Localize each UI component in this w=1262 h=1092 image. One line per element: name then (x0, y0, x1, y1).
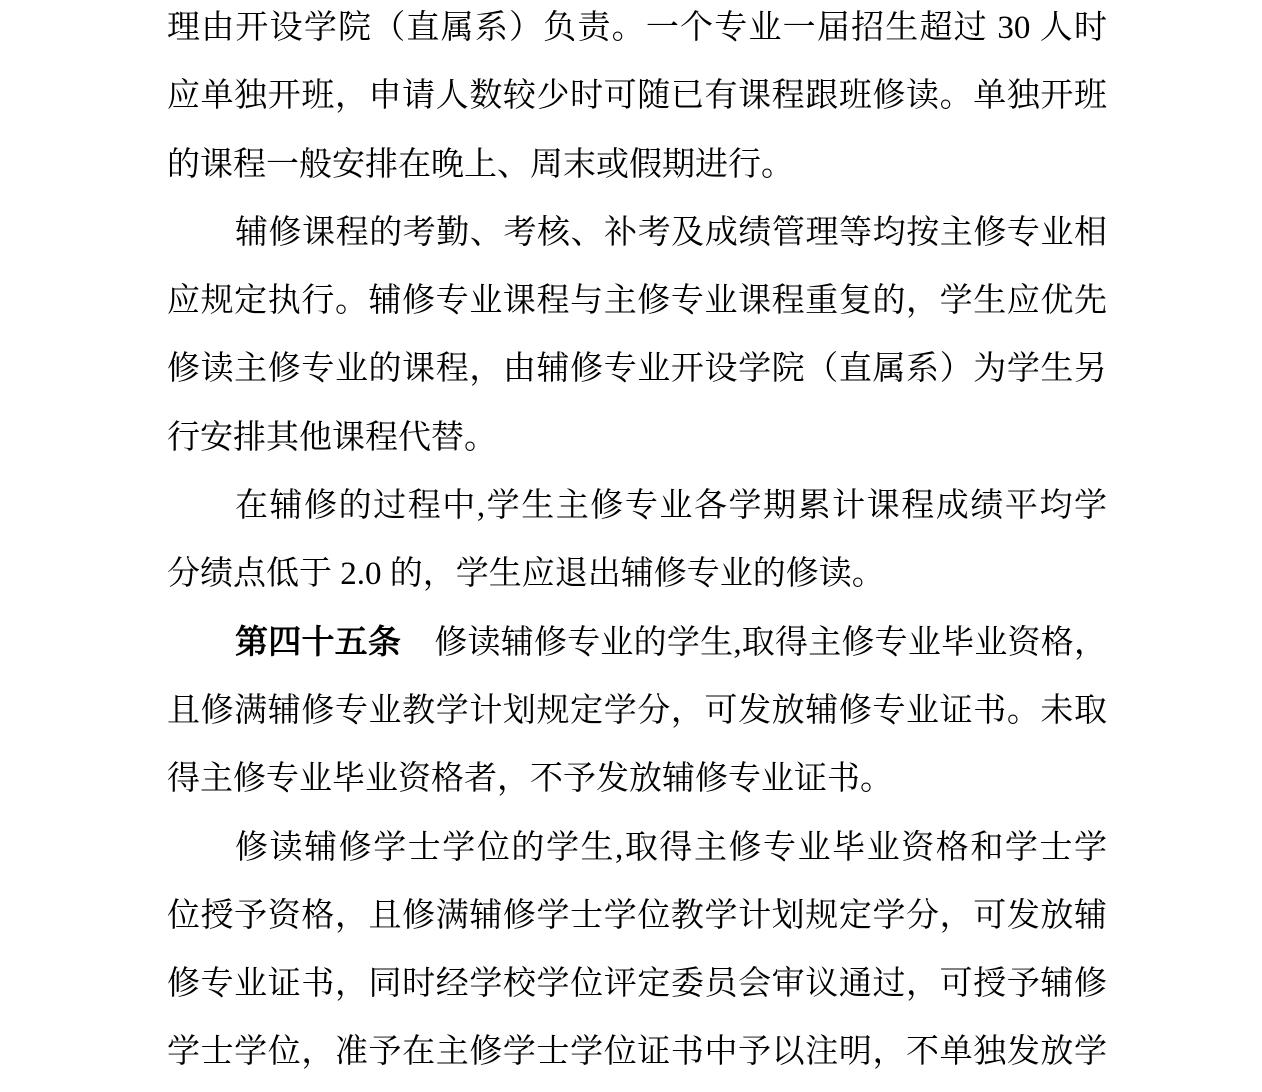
text-line: 在辅修的过程中,学生主修专业各学期累计课程成绩平均学 (235, 488, 1107, 525)
paragraph-minor-degree (167, 814, 1107, 1087)
text-line: 修读主修专业的课程，由辅修专业开设学院（直属系）为学生另 (167, 351, 1107, 388)
text-line: 的课程一般安排在晚上、周末或假期进行。 (167, 146, 794, 183)
text-line: 修专业证书，同时经学校学位评定委员会审议通过，可授予辅修 (167, 966, 1107, 1003)
text-line: 学士学位，准予在主修学士学位证书中予以注明，不单独发放学 (167, 1034, 1107, 1071)
article-number: 第四十五条 (235, 624, 402, 661)
text-line (167, 609, 1107, 677)
text-line: 应规定执行。辅修专业课程与主修专业课程重复的，学生应优先 (167, 283, 1107, 320)
paragraph-minor-course-rules (167, 199, 1107, 472)
text-line: 应单独开班，申请人数较少时可随已有课程跟班修读。单独开班 (167, 78, 1107, 115)
paragraph-article-45 (167, 609, 1107, 814)
text-line: 辅修课程的考勤、考核、补考及成绩管理等均按主修专业相 (235, 214, 1107, 251)
text-line: 位授予资格，且修满辅修学士学位教学计划规定学分，可发放辅 (167, 897, 1107, 934)
text-line: 修读辅修学士学位的学生,取得主修专业毕业资格和学士学 (235, 829, 1107, 866)
text-line: 理由开设学院（直属系）负责。一个专业一届招生超过 30 人时 (167, 10, 1107, 46)
text-line: 且修满辅修专业教学计划规定学分，可发放辅修专业证书。未取 (167, 692, 1107, 729)
paragraph-continuation (167, 0, 1107, 199)
text-line: 分绩点低于 2.0 的，学生应退出辅修专业的修读。 (167, 556, 885, 593)
text-line: 得主修专业毕业资格者，不予发放辅修专业证书。 (167, 761, 893, 798)
document-text (167, 0, 1107, 1087)
text-line: 行安排其他课程代替。 (167, 419, 497, 456)
paragraph-gpa-requirement (167, 472, 1107, 609)
article-lead-text: 修读辅修专业的学生,取得主修专业毕业资格， (401, 624, 1108, 661)
